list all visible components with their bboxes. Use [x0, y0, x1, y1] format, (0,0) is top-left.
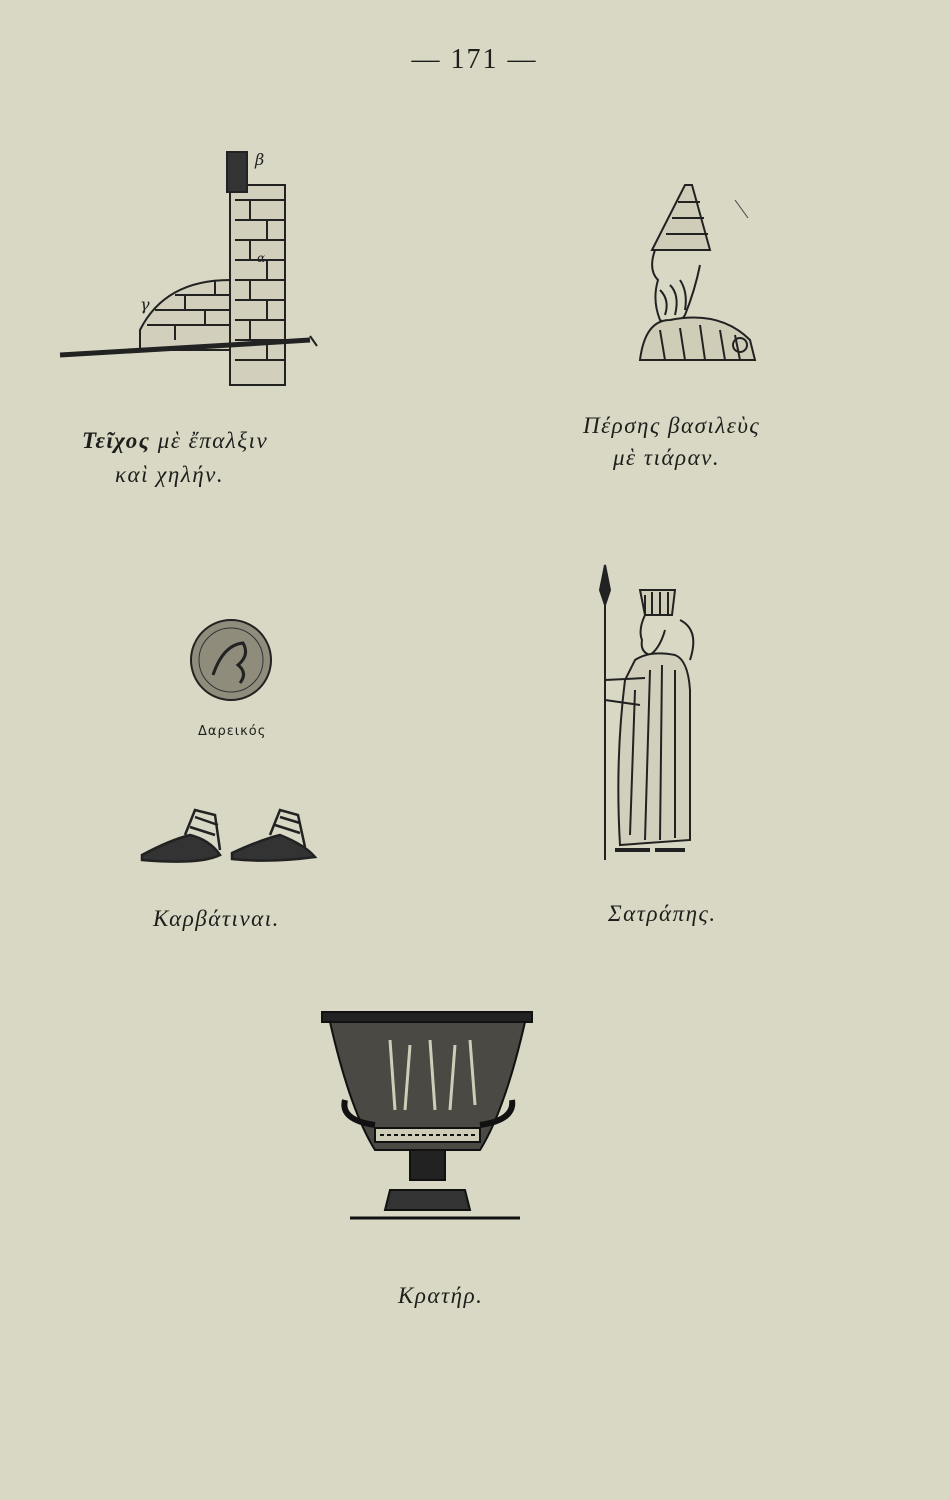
- svg-text:α: α: [257, 251, 266, 265]
- svg-text:γ: γ: [140, 295, 150, 314]
- krater-caption: Κρατήρ.: [398, 1283, 484, 1308]
- wall-illustration: [55, 140, 320, 390]
- persian-king-illustration: [630, 180, 760, 380]
- daric-coin-label: Δαρεικός: [198, 724, 267, 739]
- persian-king-caption-line1: Πέρσης βασιλεὺς: [583, 413, 761, 438]
- page-number: — 171 —: [411, 44, 538, 75]
- persian-king-caption-line2: μὲ τιάραν.: [613, 445, 721, 470]
- sandals-caption: Καρβάτιναι.: [153, 906, 280, 931]
- satrap-illustration: [590, 560, 720, 870]
- wall-caption: [82, 425, 268, 457]
- wall-caption-line2: καὶ χηλήν.: [115, 462, 225, 487]
- svg-text:β: β: [255, 150, 265, 169]
- sandals-illustration: [140, 805, 320, 875]
- wall-caption-bold: Τεῖχος: [82, 428, 151, 453]
- krater-illustration: [320, 1000, 535, 1230]
- wall-caption-rest: μὲ ἔπαλξιν: [150, 428, 269, 453]
- daric-coin-illustration: [188, 615, 278, 705]
- satrap-caption: Σατράπης.: [608, 901, 717, 926]
